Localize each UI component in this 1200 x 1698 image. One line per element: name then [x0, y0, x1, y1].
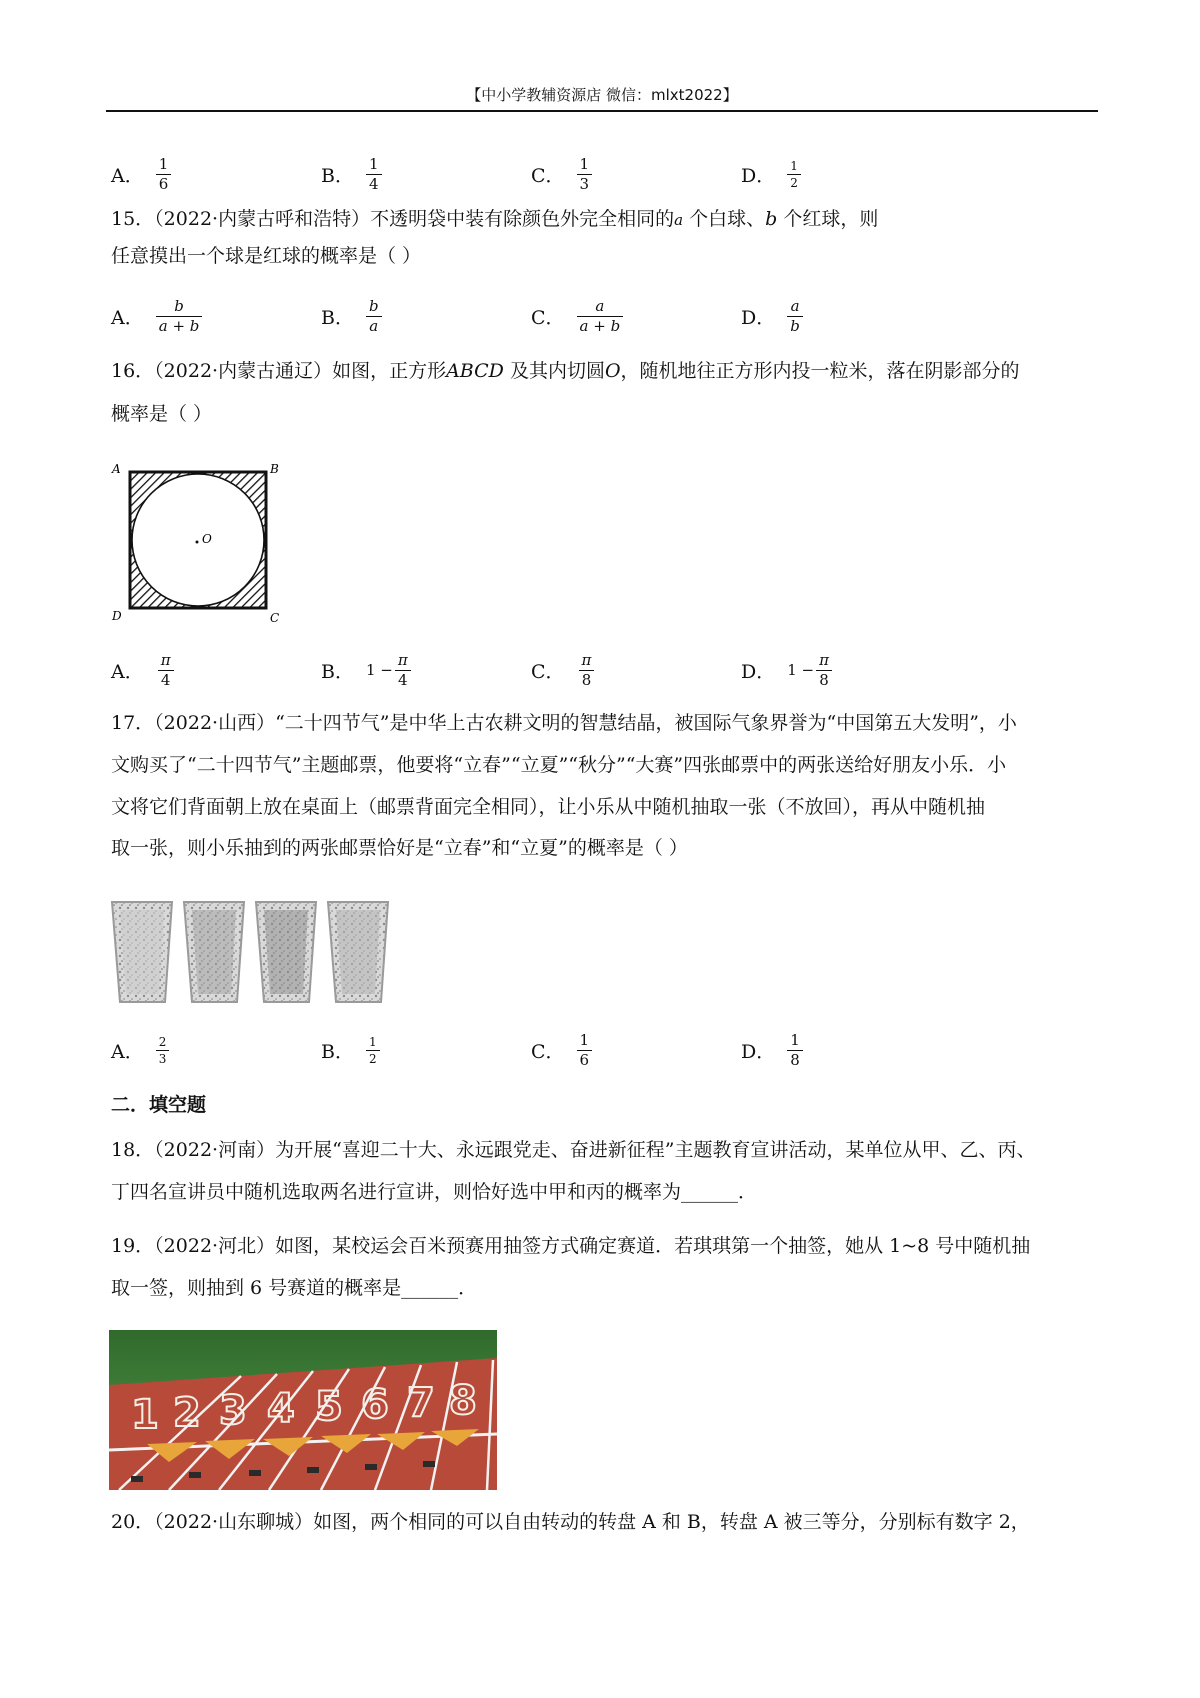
denominator: 8 — [581, 670, 592, 689]
numerator: b — [174, 296, 184, 315]
option-label: B． — [321, 164, 354, 187]
q17-line-1: 17．（2022·山西）“二十四节气”是中华上古农耕文明的智慧结晶，被国际气象界誉为“中国第五大发明”，小 — [111, 712, 1017, 734]
stamp-4 — [328, 902, 388, 1002]
lane-number-7: 7 — [407, 1380, 435, 1426]
fraction — [366, 155, 382, 194]
fraction — [366, 297, 382, 336]
numerator: 2 — [158, 1034, 167, 1049]
q15-option-d — [741, 290, 803, 342]
label-o: O — [202, 532, 212, 546]
stamp-1 — [112, 902, 172, 1002]
q15-text-b: 个白球、 — [689, 208, 766, 230]
q15-line-1 — [111, 208, 1101, 231]
q17-option-c — [531, 1024, 592, 1076]
q16-text-c: ，随机地往正方形内投一粒米，落在阴影部分的 — [620, 360, 1020, 382]
denominator: 4 — [398, 670, 408, 689]
question-18 — [111, 1139, 1101, 1204]
numerator: 1 — [368, 154, 379, 173]
q15-option-a — [111, 290, 202, 342]
option-label: A． — [111, 1040, 144, 1063]
q16-var-abcd: ABCD — [446, 360, 504, 382]
denominator: a — [369, 316, 379, 335]
option-label: D． — [741, 1040, 776, 1063]
q18-line-2: 丁四名宣讲员中随机选取两名进行宣讲，则恰好选中甲和丙的概率为______． — [111, 1180, 758, 1203]
lane-number-5: 5 — [315, 1384, 343, 1430]
section-title-fill-in: 二．填空题 — [111, 1094, 207, 1116]
numerator: π — [581, 650, 592, 669]
fraction — [577, 1031, 593, 1070]
q15-var-b: b — [765, 208, 778, 230]
lane-number-1: 1 — [131, 1392, 159, 1438]
numerator: 1 — [368, 1034, 377, 1049]
q14-option-a — [111, 148, 171, 200]
q15-option-b — [321, 290, 382, 342]
denominator: 6 — [579, 1050, 590, 1069]
prefix: 1 − — [365, 661, 393, 679]
denominator: 2 — [790, 175, 798, 190]
numerator: 1 — [158, 154, 169, 173]
option-label: A． — [111, 660, 144, 683]
q17-options — [111, 1024, 871, 1076]
q16-options — [111, 644, 871, 696]
option-label: B． — [321, 660, 354, 683]
fraction — [366, 1034, 380, 1067]
q17-option-b — [321, 1024, 380, 1076]
option-label: C． — [531, 660, 565, 683]
lane-number-6: 6 — [361, 1382, 389, 1428]
denominator: 4 — [368, 174, 379, 193]
q17-line-4: 取一张，则小乐抽到的两张邮票恰好是“立春”和“立夏”的概率是（ ） — [111, 837, 688, 860]
q19-line-1: 19．（2022·河北）如图，某校运会百米预赛用抽签方式确定赛道．若琪琪第一个抽签，她从 1~8 号中随机抽 — [111, 1235, 1031, 1257]
q15-line-2: 任意摸出一个球是红球的概率是（ ） — [111, 244, 422, 267]
label-b: B — [270, 462, 279, 476]
denominator: 4 — [160, 670, 171, 689]
denominator: 6 — [158, 174, 169, 193]
numerator: 1 — [790, 158, 798, 173]
q17-option-d — [741, 1024, 803, 1076]
denominator: b — [790, 316, 800, 335]
denominator: a + b — [158, 316, 200, 335]
running-track-figure — [109, 1330, 497, 1490]
denominator: a + b — [579, 316, 621, 335]
q17-line-2: 文购买了“二十四节气”主题邮票，他要将“立春”“立夏”“秋分”“大赛”四张邮票中的两张送给好朋友小乐．小 — [111, 753, 1007, 776]
q15-text-a: 15．（2022·内蒙古呼和浩特）不透明袋中装有除颜色外完全相同的 — [111, 208, 675, 230]
fraction — [787, 1031, 803, 1070]
question-19 — [111, 1235, 1101, 1300]
q14-options — [111, 148, 871, 200]
fraction — [156, 155, 172, 194]
q16-line-1 — [111, 360, 1101, 383]
option-label: B． — [321, 1040, 354, 1063]
q14-option-c — [531, 148, 592, 200]
numerator: a — [595, 296, 605, 315]
numerator: 1 — [790, 1030, 800, 1049]
lane-number-4: 4 — [267, 1386, 295, 1432]
q18-line-1: 18．（2022·河南）为开展“喜迎二十大、永远跟党走、奋进新征程”主题教育宣讲活动，某单位从甲、乙、丙、 — [111, 1139, 1036, 1161]
lane-number-2: 2 — [173, 1390, 201, 1436]
denominator: 3 — [579, 174, 590, 193]
q19-line-2: 取一签，则抽到 6 号赛道的概率是______． — [111, 1276, 478, 1299]
q16-option-d — [741, 644, 832, 696]
q16-text-b: 及其内切圆 — [509, 360, 605, 382]
square-incircle-figure — [108, 460, 288, 630]
numerator: π — [819, 650, 829, 669]
lane-number-3: 3 — [219, 1388, 247, 1434]
inscribed-circle — [132, 474, 264, 606]
option-label: D． — [741, 306, 776, 329]
question-15 — [111, 208, 1101, 268]
q16-line-2: 概率是（ ） — [111, 402, 213, 425]
option-label: D． — [741, 164, 776, 187]
q20-line-1: 20．（2022·山东聊城）如图，两个相同的可以自由转动的转盘 A 和 B，转盘 A 被三等分，分别标有数字 2， — [111, 1511, 1030, 1533]
fraction — [156, 1034, 170, 1067]
option-label: B． — [321, 306, 354, 329]
q14-option-d — [741, 148, 801, 200]
numerator: π — [160, 650, 171, 669]
question-17 — [111, 712, 1101, 860]
numerator: 1 — [579, 154, 590, 173]
center-point — [196, 541, 199, 544]
fraction — [395, 651, 411, 690]
denominator: 3 — [158, 1051, 167, 1066]
q17-option-a — [111, 1024, 169, 1076]
q16-option-b — [321, 644, 411, 696]
option-label: A． — [111, 164, 144, 187]
numerator: b — [368, 296, 379, 315]
label-d: D — [112, 609, 122, 623]
label-c: C — [270, 611, 280, 625]
fraction — [787, 297, 803, 336]
q15-options — [111, 290, 871, 342]
q16-option-a — [111, 644, 174, 696]
option-label: C． — [531, 1040, 565, 1063]
q16-var-o: O — [604, 360, 621, 382]
fraction — [156, 297, 203, 336]
numerator: 1 — [579, 1030, 590, 1049]
header-rule — [106, 110, 1098, 112]
fraction — [577, 297, 624, 336]
label-a: A — [112, 462, 121, 476]
q17-line-3: 文将它们背面朝上放在桌面上（邮票背面完全相同），让小乐从中随机抽取一张（不放回），再从中随机抽 — [111, 795, 986, 818]
numerator: a — [790, 296, 800, 315]
prefix: 1 − — [787, 661, 815, 679]
stamps-figure — [110, 898, 398, 1008]
q15-var-a: a — [674, 211, 684, 229]
denominator: 8 — [790, 1050, 800, 1069]
page-header: 【中小学教辅资源店 微信：mlxt2022】 — [466, 86, 738, 104]
stamp-3 — [256, 902, 316, 1002]
denominator: 2 — [368, 1051, 377, 1066]
option-label: C． — [531, 306, 565, 329]
fraction — [577, 155, 593, 194]
question-16 — [111, 360, 1101, 426]
q14-option-b — [321, 148, 382, 200]
lane-number-8: 8 — [449, 1378, 477, 1424]
numerator: π — [397, 650, 408, 669]
fraction — [816, 651, 832, 690]
fraction — [579, 651, 595, 690]
option-label: D． — [741, 660, 776, 683]
stamp-2 — [184, 902, 244, 1002]
q15-option-c — [531, 290, 623, 342]
option-label: A． — [111, 306, 144, 329]
question-20 — [111, 1511, 1101, 1534]
q15-text-c: 个红球，则 — [783, 208, 879, 230]
fraction — [158, 651, 174, 690]
q16-option-c — [531, 644, 594, 696]
q16-text-a: 16．（2022·内蒙古通辽）如图，正方形 — [111, 360, 447, 382]
denominator: 8 — [819, 670, 829, 689]
fraction — [787, 158, 801, 191]
option-label: C． — [531, 164, 565, 187]
